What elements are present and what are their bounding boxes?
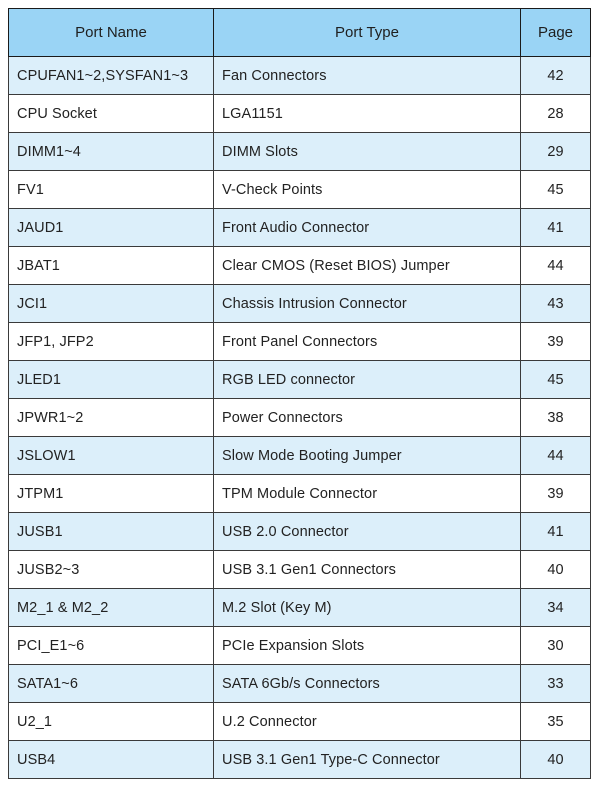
port-name-cell: CPU Socket (9, 95, 214, 133)
page-cell: 35 (521, 703, 591, 741)
table-row (9, 475, 591, 513)
page-cell: 41 (521, 513, 591, 551)
port-type-cell: Clear CMOS (Reset BIOS) Jumper (214, 247, 521, 285)
port-name-cell: JLED1 (9, 361, 214, 399)
table-row (9, 399, 591, 437)
page-cell: 43 (521, 285, 591, 323)
port-name-cell: JFP1, JFP2 (9, 323, 214, 361)
port-name-cell: PCI_E1~6 (9, 627, 214, 665)
port-type-cell: USB 2.0 Connector (214, 513, 521, 551)
port-type-cell: RGB LED connector (214, 361, 521, 399)
port-name-cell: SATA1~6 (9, 665, 214, 703)
port-type-cell: Chassis Intrusion Connector (214, 285, 521, 323)
table-row (9, 209, 591, 247)
page-cell: 40 (521, 551, 591, 589)
table-header-row (9, 9, 591, 57)
page-cell: 42 (521, 57, 591, 95)
table-row (9, 361, 591, 399)
port-type-cell: Fan Connectors (214, 57, 521, 95)
page-cell: 44 (521, 437, 591, 475)
table-row (9, 57, 591, 95)
port-type-cell: U.2 Connector (214, 703, 521, 741)
header-port-name: Port Name (9, 9, 214, 57)
port-type-cell: Power Connectors (214, 399, 521, 437)
table-row (9, 513, 591, 551)
header-page: Page (521, 9, 591, 57)
port-table-container (8, 8, 590, 779)
port-type-cell: PCIe Expansion Slots (214, 627, 521, 665)
port-name-cell: JAUD1 (9, 209, 214, 247)
table-row (9, 551, 591, 589)
table-row (9, 323, 591, 361)
page-cell: 45 (521, 171, 591, 209)
port-type-cell: V-Check Points (214, 171, 521, 209)
port-type-cell: TPM Module Connector (214, 475, 521, 513)
page-cell: 28 (521, 95, 591, 133)
page-cell: 30 (521, 627, 591, 665)
port-name-cell: FV1 (9, 171, 214, 209)
port-name-cell: DIMM1~4 (9, 133, 214, 171)
port-name-cell: JPWR1~2 (9, 399, 214, 437)
page-cell: 38 (521, 399, 591, 437)
port-type-cell: Front Panel Connectors (214, 323, 521, 361)
table-row (9, 95, 591, 133)
port-type-cell: SATA 6Gb/s Connectors (214, 665, 521, 703)
port-name-cell: JTPM1 (9, 475, 214, 513)
table-row (9, 285, 591, 323)
port-type-cell: Front Audio Connector (214, 209, 521, 247)
table-row (9, 741, 591, 779)
port-table (8, 8, 591, 779)
port-name-cell: U2_1 (9, 703, 214, 741)
port-name-cell: JCI1 (9, 285, 214, 323)
port-name-cell: JBAT1 (9, 247, 214, 285)
table-body (9, 57, 591, 779)
page-cell: 29 (521, 133, 591, 171)
page-cell: 44 (521, 247, 591, 285)
page-cell: 39 (521, 323, 591, 361)
port-type-cell: USB 3.1 Gen1 Connectors (214, 551, 521, 589)
port-type-cell: USB 3.1 Gen1 Type-C Connector (214, 741, 521, 779)
port-name-cell: JUSB1 (9, 513, 214, 551)
port-type-cell: LGA1151 (214, 95, 521, 133)
port-name-cell: JSLOW1 (9, 437, 214, 475)
port-type-cell: Slow Mode Booting Jumper (214, 437, 521, 475)
table-row (9, 589, 591, 627)
port-name-cell: CPUFAN1~2,SYSFAN1~3 (9, 57, 214, 95)
page-cell: 45 (521, 361, 591, 399)
table-row (9, 133, 591, 171)
page-cell: 40 (521, 741, 591, 779)
table-row (9, 665, 591, 703)
port-name-cell: USB4 (9, 741, 214, 779)
port-type-cell: M.2 Slot (Key M) (214, 589, 521, 627)
page-cell: 34 (521, 589, 591, 627)
port-name-cell: M2_1 & M2_2 (9, 589, 214, 627)
port-type-cell: DIMM Slots (214, 133, 521, 171)
page-cell: 39 (521, 475, 591, 513)
header-port-type: Port Type (214, 9, 521, 57)
port-name-cell: JUSB2~3 (9, 551, 214, 589)
table-row (9, 437, 591, 475)
table-row (9, 171, 591, 209)
table-row (9, 627, 591, 665)
table-row (9, 247, 591, 285)
page-cell: 33 (521, 665, 591, 703)
page-cell: 41 (521, 209, 591, 247)
table-row (9, 703, 591, 741)
